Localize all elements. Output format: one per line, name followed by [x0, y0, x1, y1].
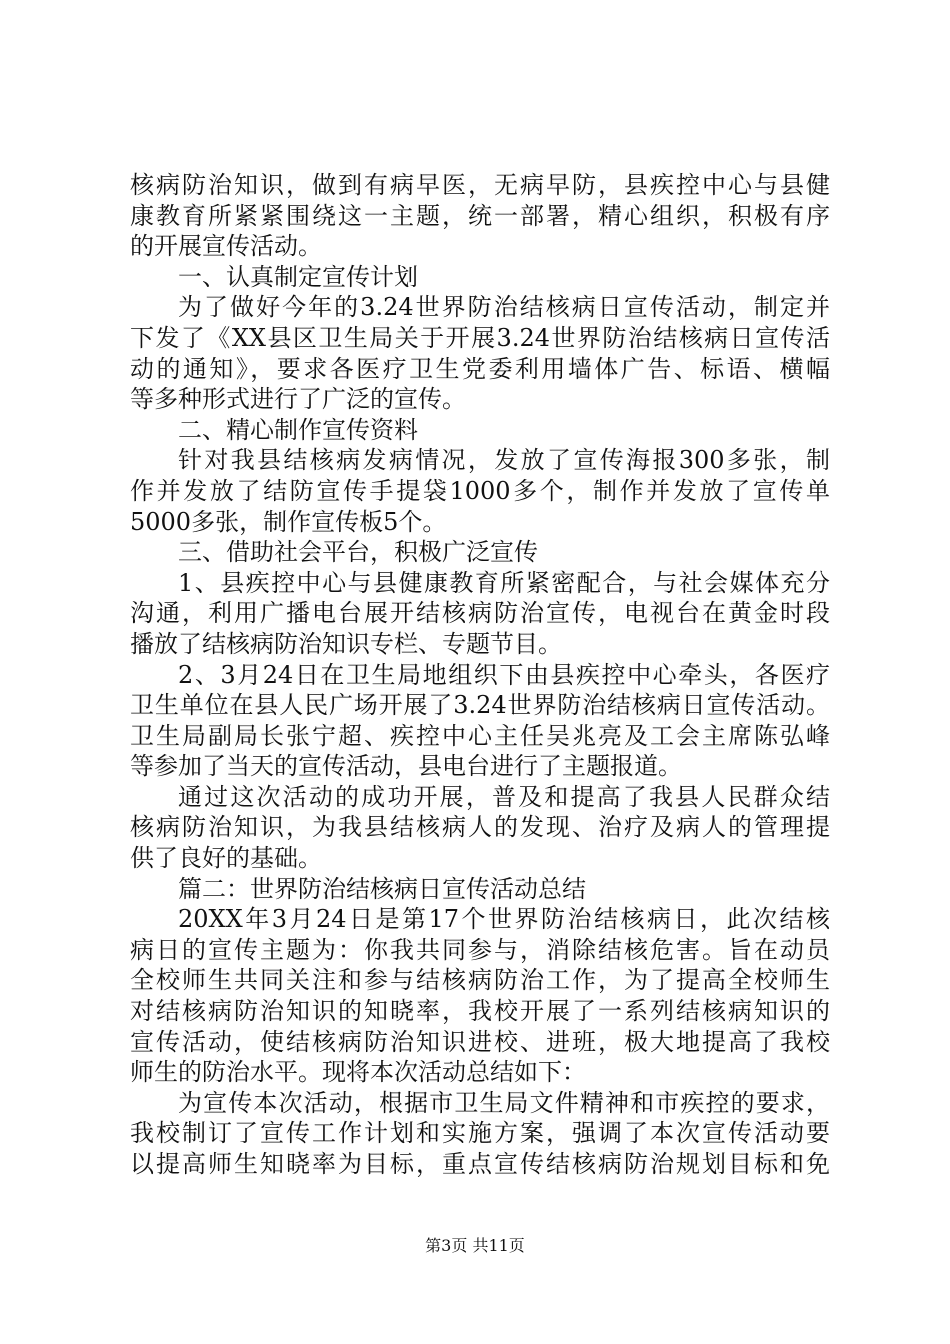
text-line: 沟通，利用广播电台展开结核病防治宣传，电视台在黄金时段 [130, 599, 830, 628]
text-line: 播放了结核病防治知识专栏、专题节目。 [130, 629, 562, 658]
text-line: 核病防治知识，做到有病早医，无病早防，县疾控中心与县健 [130, 171, 830, 199]
text-line: 作并发放了结防宣传手提袋1000多个，制作并发放了宣传单 [130, 476, 830, 505]
text-line: 为宣传本次活动，根据市卫生局文件精神和市疾控的要求， [178, 1088, 830, 1117]
text-line: 卫生单位在县人民广场开展了3.24世界防治结核病日宣传活动。 [130, 691, 830, 720]
text-line: 篇二：世界防治结核病日宣传活动总结 [178, 874, 586, 903]
text-line: 下发了《XX县区卫生局关于开展3.24世界防治结核病日宣传活 [130, 323, 830, 352]
text-line: 二、精心制作宣传资料 [178, 415, 418, 444]
text-line: 康教育所紧紧围绕这一主题，统一部署，精心组织，积极有序 [130, 201, 830, 230]
text-line: 通过这次活动的成功开展，普及和提高了我县人民群众结 [178, 782, 830, 811]
text-line: 20XX年3月24日是第17个世界防治结核病日，此次结核 [178, 905, 830, 934]
text-line: 动的通知》，要求各医疗卫生党委利用墙体广告、标语、横幅 [130, 354, 830, 383]
text-line: 病日的宣传主题为：你我共同参与，消除结核危害。旨在动员 [130, 935, 830, 964]
page-footer: 第3页 共11页 [425, 1236, 525, 1255]
text-line: 一、认真制定宣传计划 [178, 262, 418, 291]
text-line: 2、3月24日在卫生局地组织下由县疾控中心牵头，各医疗 [178, 660, 830, 689]
text-line: 以提高师生知晓率为目标，重点宣传结核病防治规划目标和免 [130, 1150, 830, 1178]
document-body [130, 170, 830, 1180]
text-line: 5000多张，制作宣传板5个。 [130, 507, 447, 536]
text-line: 对结核病防治知识的知晓率，我校开展了一系列结核病知识的 [130, 997, 830, 1026]
text-line: 全校师生共同关注和参与结核病防治工作，为了提高全校师生 [130, 966, 830, 995]
text-line: 师生的防治水平。现将本次活动总结如下： [130, 1058, 586, 1087]
text-line: 等参加了当天的宣传活动，县电台进行了主题报道。 [130, 752, 682, 781]
text-line: 卫生局副局长张宁超、疾控中心主任吴兆亮及工会主席陈弘峰 [130, 721, 830, 750]
text-line: 针对我县结核病发病情况，发放了宣传海报300多张，制 [178, 446, 830, 475]
text-line: 宣传活动，使结核病防治知识进校、进班，极大地提高了我校 [130, 1027, 830, 1056]
text-line: 1、县疾控中心与县健康教育所紧密配合，与社会媒体充分 [178, 568, 830, 597]
text-line: 我校制订了宣传工作计划和实施方案，强调了本次宣传活动要 [130, 1119, 830, 1148]
text-line: 供了良好的基础。 [130, 844, 322, 873]
text-line: 三、借助社会平台，积极广泛宣传 [178, 538, 538, 567]
text-line: 核病防治知识，为我县结核病人的发现、治疗及病人的管理提 [130, 813, 830, 842]
text-line: 的开展宣传活动。 [130, 232, 322, 261]
text-line: 为了做好今年的3.24世界防治结核病日宣传活动，制定并 [178, 293, 830, 322]
text-line: 等多种形式进行了广泛的宣传。 [130, 385, 466, 414]
